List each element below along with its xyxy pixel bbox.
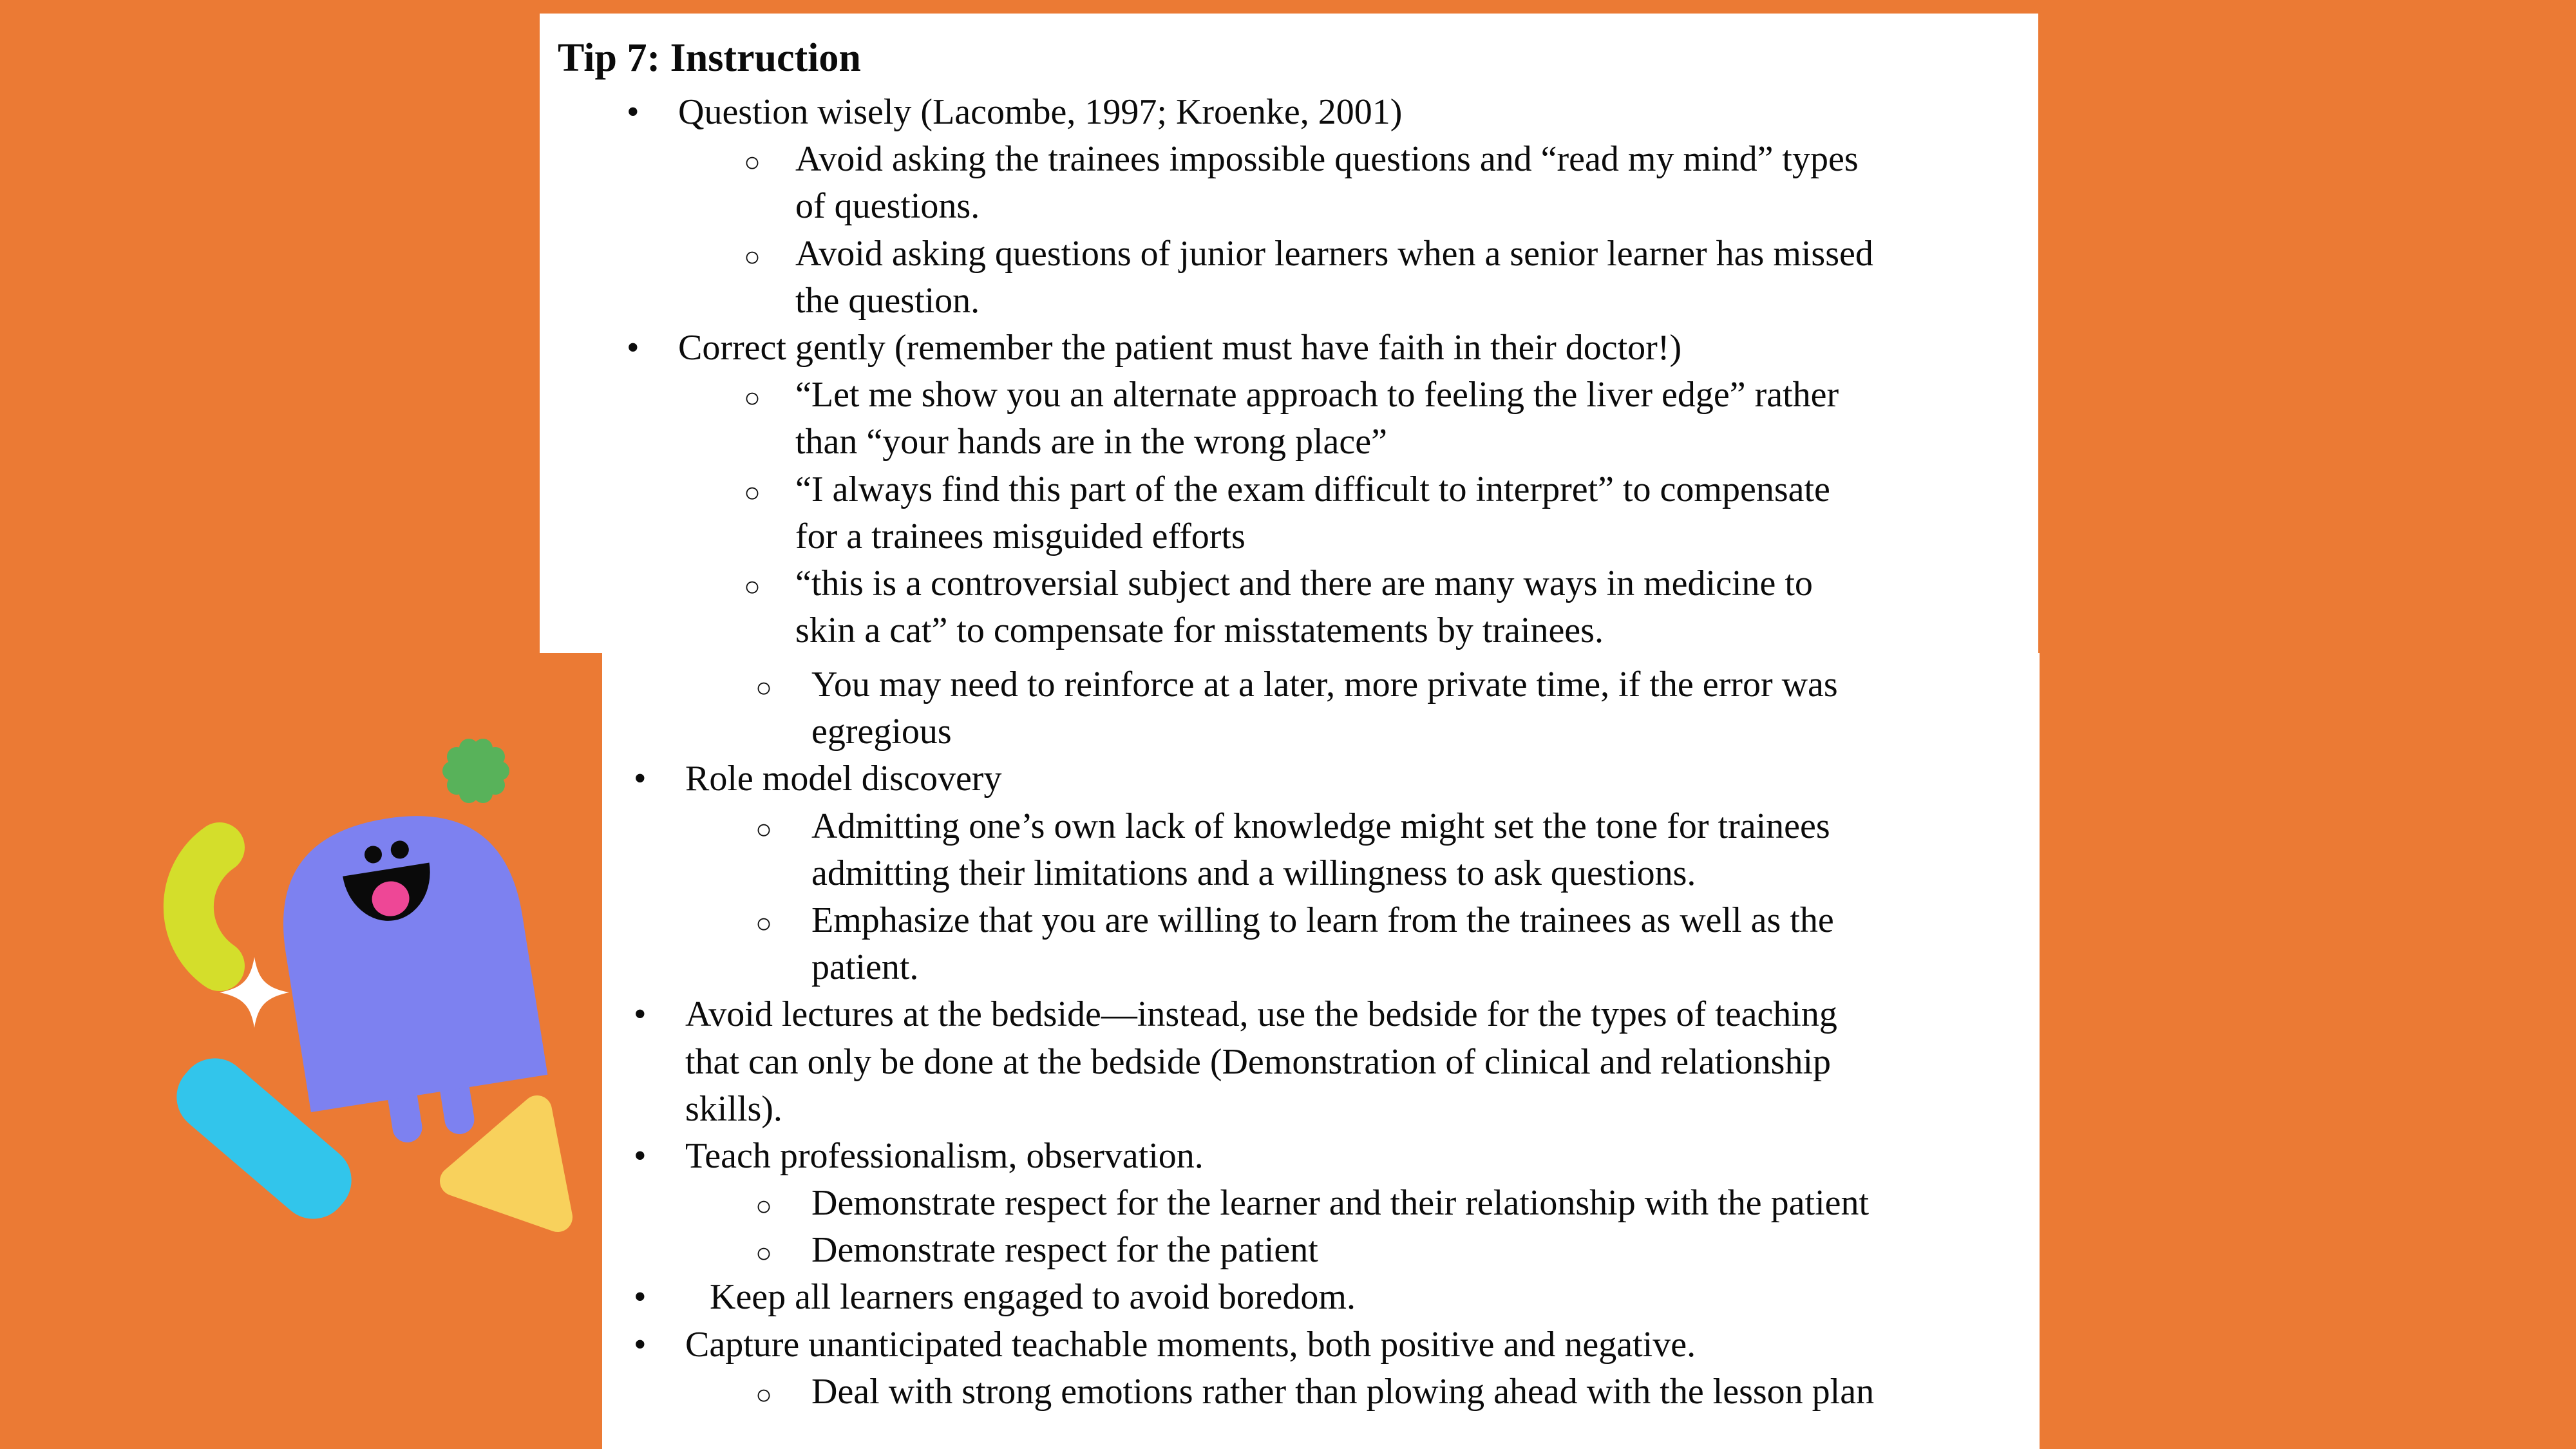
line-text: than “your hands are in the wrong place” bbox=[795, 422, 1387, 462]
line-text: Emphasize that you are willing to learn from the trainees as well as the bbox=[811, 900, 1834, 940]
bullet-continuation-line bbox=[602, 708, 2040, 755]
bullet-line bbox=[602, 661, 2040, 708]
bullet-marker: • bbox=[634, 994, 647, 1035]
bullet-continuation-line bbox=[602, 944, 2040, 991]
bullet-marker: • bbox=[634, 1324, 647, 1365]
circle-marker: ○ bbox=[755, 673, 772, 703]
bullet-marker: • bbox=[634, 759, 647, 799]
bullet-line bbox=[602, 1133, 2040, 1180]
bullet-marker: • bbox=[627, 327, 639, 368]
circle-marker: ○ bbox=[744, 383, 761, 414]
mascot bbox=[267, 800, 554, 1157]
bullet-line bbox=[602, 1227, 2040, 1274]
line-text: Demonstrate respect for the learner and their relationship with the patient bbox=[811, 1183, 1870, 1224]
circle-marker: ○ bbox=[755, 1379, 772, 1410]
line-text: the question. bbox=[795, 280, 980, 321]
bullet-line bbox=[540, 560, 2038, 607]
document-title-line bbox=[540, 27, 2038, 89]
bullet-continuation-line bbox=[602, 850, 2040, 897]
line-text: skills). bbox=[685, 1088, 782, 1129]
bullet-line bbox=[602, 1274, 2040, 1321]
line-text: egregious bbox=[811, 712, 952, 752]
bullet-continuation-line bbox=[602, 1086, 2040, 1133]
circle-marker: ○ bbox=[755, 908, 772, 939]
line-text: for a trainees misguided efforts bbox=[795, 516, 1245, 556]
bullet-line bbox=[540, 325, 2038, 372]
line-text: “this is a controversial subject and there are many ways in medicine to bbox=[795, 563, 1813, 603]
circle-marker: ○ bbox=[744, 571, 761, 602]
circle-marker: ○ bbox=[755, 1191, 772, 1222]
bullet-line bbox=[602, 803, 2040, 850]
bullet-continuation-line bbox=[540, 419, 2038, 466]
slide-panel-bottom bbox=[602, 653, 2040, 1449]
bullet-line bbox=[540, 136, 2038, 183]
line-text: Avoid asking questions of junior learners when a senior learner has missed bbox=[795, 233, 1873, 274]
circle-marker: ○ bbox=[744, 477, 761, 508]
bullet-line bbox=[602, 991, 2040, 1038]
document-title: Tip 7: Instruction bbox=[558, 36, 861, 80]
bullet-continuation-line bbox=[602, 1039, 2040, 1086]
bullet-continuation-line bbox=[540, 278, 2038, 325]
line-text: Question wisely (Lacombe, 1997; Kroenke, 2001) bbox=[678, 92, 1403, 132]
bullet-line bbox=[602, 1180, 2040, 1227]
bullet-line bbox=[602, 1321, 2040, 1368]
line-text: You may need to reinforce at a later, more private time, if the error was bbox=[811, 665, 1838, 705]
line-text: Role model discovery bbox=[685, 759, 1002, 799]
circle-marker: ○ bbox=[755, 1238, 772, 1269]
line-text: Admitting one’s own lack of knowledge might set the tone for trainees bbox=[811, 806, 1830, 846]
line-text: Demonstrate respect for the patient bbox=[811, 1230, 1318, 1271]
bullet-marker: • bbox=[634, 1277, 647, 1318]
line-text: Capture unanticipated teachable moments, both positive and negative. bbox=[685, 1324, 1696, 1365]
bullet-line bbox=[602, 897, 2040, 944]
line-text: Correct gently (remember the patient must have faith in their doctor!) bbox=[678, 327, 1682, 368]
line-text: that can only be done at the bedside (Demonstration of clinical and relationship bbox=[685, 1041, 1832, 1082]
line-text: “I always find this part of the exam difficult to interpret” to compensate bbox=[795, 469, 1830, 509]
line-text: Keep all learners engaged to avoid boredom. bbox=[710, 1277, 1356, 1318]
circle-marker: ○ bbox=[755, 814, 772, 845]
line-text: Teach professionalism, observation. bbox=[685, 1135, 1204, 1176]
line-text: Deal with strong emotions rather than plowing ahead with the lesson plan bbox=[811, 1371, 1875, 1412]
line-text: of questions. bbox=[795, 186, 980, 227]
circle-marker: ○ bbox=[744, 147, 761, 178]
line-text: skin a cat” to compensate for misstatements by trainees. bbox=[795, 611, 1604, 651]
line-text: Avoid asking the trainees impossible questions and “read my mind” types bbox=[795, 139, 1859, 180]
bullet-line bbox=[540, 89, 2038, 136]
line-text: “Let me show you an alternate approach to feeling the liver edge” rather bbox=[795, 375, 1839, 415]
bullet-line bbox=[540, 231, 2038, 278]
bean-squiggle-icon bbox=[189, 848, 220, 966]
bullet-marker: • bbox=[634, 1135, 647, 1176]
bullet-continuation-line bbox=[540, 513, 2038, 560]
bullet-line bbox=[540, 466, 2038, 513]
bullet-continuation-line bbox=[540, 607, 2038, 654]
circle-marker: ○ bbox=[744, 242, 761, 272]
line-text: Avoid lectures at the bedside—instead, use the bedside for the types of teaching bbox=[685, 994, 1837, 1035]
flower-blob-icon bbox=[442, 739, 509, 803]
line-text: admitting their limitations and a willingness to ask questions. bbox=[811, 853, 1696, 893]
bullet-line bbox=[602, 1368, 2040, 1416]
slide-panel-top bbox=[540, 14, 2038, 653]
bullet-line bbox=[540, 372, 2038, 419]
line-text: patient. bbox=[811, 947, 919, 988]
bullet-line bbox=[602, 755, 2040, 802]
bullet-continuation-line bbox=[540, 183, 2038, 230]
bullet-marker: • bbox=[627, 92, 639, 132]
